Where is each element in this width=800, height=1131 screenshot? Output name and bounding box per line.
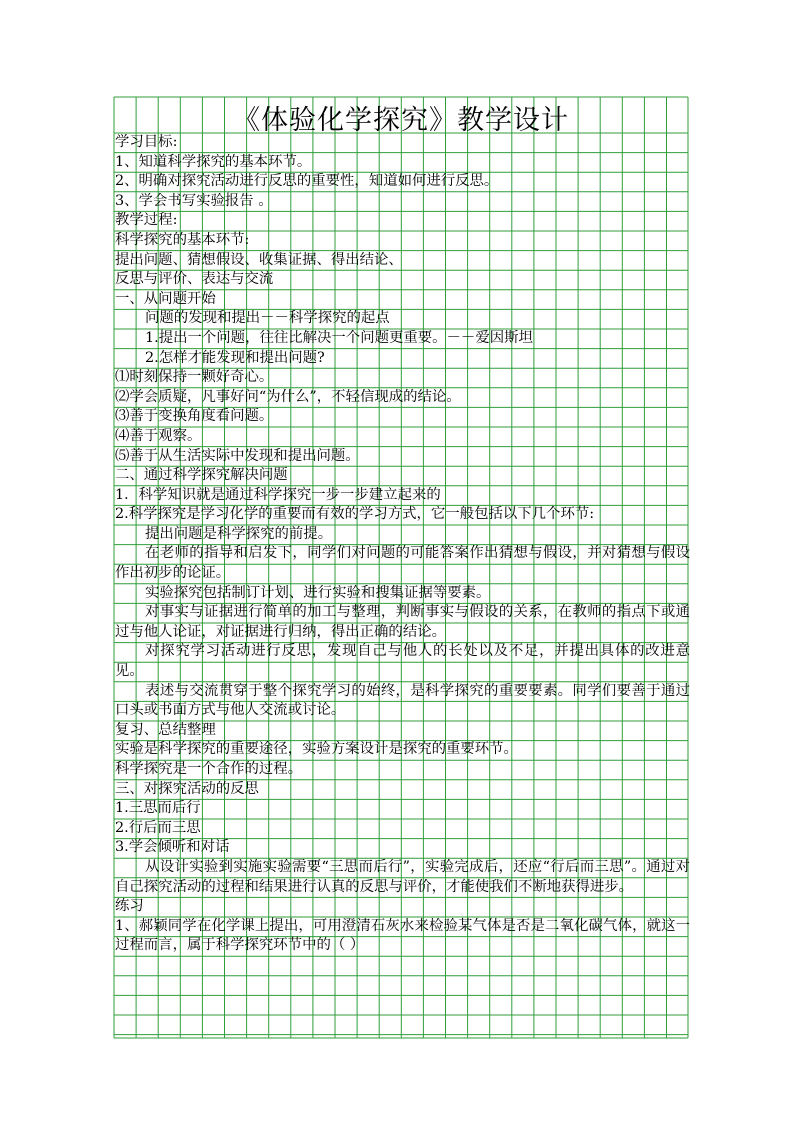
paragraph: ⑷善于观察。 [115,427,202,444]
paragraph: 一、从问题开始 [115,290,216,307]
paragraph: 科学探究是一个合作的过程。 [115,761,303,777]
paragraph: 对事实与证据进行简单的加工与整理，判断事实与假设的关系，在教师的指点下或通过与他人论证，对证据进行归纳，得出正确的结论。 [115,604,690,640]
paragraph: 实验是科学探究的重要途径，实验方案设计是探究的重要环节。 [115,741,518,758]
paragraph: 2.怎样才能发现和提出问题? [145,349,325,366]
paragraph: 反思与评价、表达与交流 [115,271,274,288]
paragraph: 提出问题、猜想假设、收集证据、得出结论、 [115,251,403,268]
paragraph: 2、明确对探究活动进行反思的重要性，知道如何进行反思。 [115,173,499,190]
paragraph: ⑵学会质疑，凡事好问“为什么”，不轻信现成的结论。 [115,388,461,405]
paragraph: 3.学会倾听和对话 [115,839,230,856]
paragraph: ⑴时刻保持一颗好奇心。 [115,369,274,386]
paragraph: 问题的发现和提出－－科学探究的起点 [145,310,390,327]
paragraph: 在老师的指导和启发下，同学们对问题的可能答案作出猜想与假设，并对猜想与假设作出初步的论证。 [115,545,690,582]
paragraph: 1．科学知识就是通过科学探究一步一步建立起来的 [115,486,441,503]
paragraph: 科学探究的基本环节: [115,231,250,248]
page-title: 《体验化学探究》教学设计 [233,105,569,136]
paragraph: 1.提出一个问题，往往比解决一个问题更重要。－－爱因斯坦 [145,329,533,346]
paragraph: 1.三思而后行 [115,800,201,817]
paragraph: 2.科学探究是学习化学的重要而有效的学习方式，它一般包括以下几个环节: [115,506,595,523]
paragraph: 实验探究包括制订计划、进行实验和搜集证据等要素。 [145,584,491,601]
paragraph: 从设计实验到实施实验需要“三思而后行”，实验完成后，还应“行后而三思”。通过对自己探究活动的过程和结果进行认真的反思与评价，才能使我们不断地获得进步。 [115,858,690,895]
paragraph: 对探究学习活动进行反思，发现自己与他人的长处以及不足，并提出具体的改进意见。 [115,643,690,680]
paragraph: 二、通过科学探究解决问题 [115,467,288,484]
paragraph: 3、学会书写实验报告 。 [115,192,273,209]
paragraph: 教学过程: [115,212,178,229]
paragraph: 提出问题是科学探究的前提。 [145,525,333,542]
paragraph: 复习、总结整理 [115,721,216,738]
paragraph: 学习目标: [115,134,178,150]
paragraph: 1、郝颖同学在化学课上提出，可用澄清石灰水来检验某气体是否是二氧化碳气体，就这一过程而言，属于科学探究环节中的（ ） [115,917,690,954]
paragraph: 三、对探究活动的反思 [115,780,259,797]
paragraph: 表述与交流贯穿于整个探究学习的始终，是科学探究的重要要素。同学们要善于通过口头或书面方式与他人交流或讨论。 [115,682,690,719]
document-body [115,133,690,956]
paragraph: 2.行后而三思 [115,819,201,836]
paragraph: 1、知道科学探究的基本环节。 [115,153,312,170]
paragraph: ⑶善于变换角度看问题。 [115,408,274,425]
paragraph: 练习 [115,898,144,915]
paragraph: ⑸善于从生活实际中发现和提出问题。 [115,447,360,464]
